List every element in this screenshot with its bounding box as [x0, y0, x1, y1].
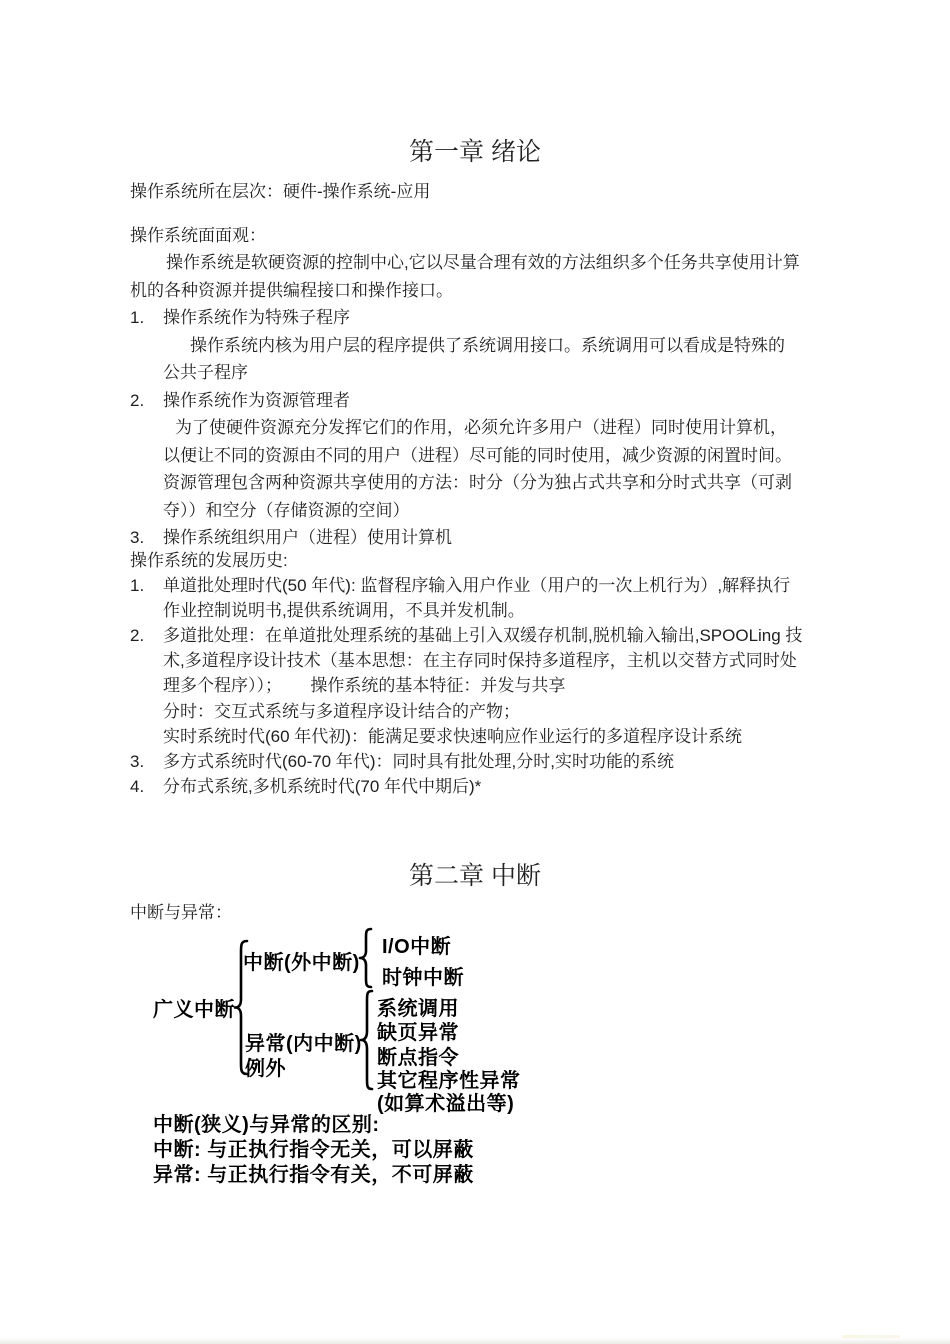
history-section — [130, 548, 850, 799]
page-bottom-edge — [0, 1338, 950, 1344]
list-item-continuation: 资源管理包含两种资源共享使用的方法：时分（分为独占式共享和分时式共享（可剥 — [163, 473, 792, 493]
history-heading: 操作系统的发展历史: — [130, 551, 288, 570]
list-item-continuation: 实时系统时代(60 年代初)：能满足要求快速响应作业运行的多道程序设计系统 — [163, 726, 742, 746]
interrupt-classification-diagram — [0, 925, 950, 1195]
list-item-continuation: 理多个程序））； 操作系统的基本特征：并发与共享 — [163, 676, 566, 696]
diagram-item-system-call: 系统调用 — [377, 998, 459, 1020]
diagram-internal-branch-label: 异常(内中断) — [245, 1033, 362, 1055]
list-item-text: 操作系统组织用户（进程）使用计算机 — [163, 527, 452, 547]
list-item-history-1 — [130, 573, 850, 598]
chapter1-title: 第一章 绪论 — [409, 138, 541, 166]
diagram-item-other-program-exception: 其它程序性异常 — [377, 1070, 521, 1092]
diagram-item-io-interrupt: I/O中断 — [382, 936, 452, 958]
list-number: 1. — [130, 576, 145, 596]
diagram-item-clock-interrupt: 时钟中断 — [382, 967, 464, 989]
curly-brace-external-icon — [358, 927, 374, 989]
list-item-continuation: 为了使硬件资源充分发挥它们的作用，必须允许多用户（进程）同时使用计算机， — [175, 418, 787, 438]
list-item-role-1 — [130, 304, 850, 331]
list-item-history-3 — [130, 749, 850, 774]
list-number: 3. — [130, 751, 145, 771]
list-item-role-2 — [130, 387, 850, 414]
curly-brace-internal-icon — [359, 989, 375, 1091]
note-exception-definition: 异常: 与正执行指令有关，不可屏蔽 — [153, 1164, 474, 1186]
list-item-text: 操作系统作为特殊子程序 — [163, 308, 350, 328]
overview-heading: 操作系统面面观： — [130, 226, 266, 245]
list-item-continuation: 夺））和空分（存储资源的空间） — [163, 500, 410, 520]
list-number: 2. — [130, 626, 145, 646]
diagram-root-label: 广义中断 — [153, 999, 235, 1021]
list-item-text: 操作系统作为资源管理者 — [163, 390, 350, 410]
list-item-continuation: 作业控制说明书,提供系统调用，不具并发机制。 — [163, 601, 525, 621]
list-item-continuation: 以便让不同的资源由不同的用户（进程）尽可能的同时使用，减少资源的闲置时间。 — [163, 445, 792, 465]
list-number: 1. — [130, 308, 145, 328]
list-item-text: 单道批处理时代(50 年代): 监督程序输入用户作业（用户的一次上机行为）,解释执行 — [163, 576, 791, 596]
list-item-continuation: 公共子程序 — [163, 363, 248, 383]
os-layers-line: 操作系统所在层次：硬件-操作系统-应用 — [130, 182, 431, 201]
diagram-item-page-fault: 缺页异常 — [377, 1022, 459, 1044]
list-item-text: 分布式系统,多机系统时代(70 年代中期后)* — [163, 776, 482, 796]
list-item-continuation: 操作系统内核为用户层的程序提供了系统调用接口。系统调用可以看成是特殊的 — [190, 335, 785, 355]
overview-text-line: 操作系统是软硬资源的控制中心,它以尽量合理有效的方法组织多个任务共享使用计算 — [166, 253, 800, 273]
diagram-item-breakpoint: 断点指令 — [377, 1047, 459, 1069]
overview-section — [130, 222, 850, 551]
interrupt-intro-line: 中断与异常： — [130, 903, 232, 922]
note-difference-heading: 中断(狭义)与异常的区别: — [153, 1114, 380, 1136]
list-item-history-2 — [130, 623, 850, 648]
list-item-continuation: 分时：交互式系统与多道程序设计结合的产物； — [163, 701, 520, 721]
diagram-external-branch-label: 中断(外中断) — [243, 952, 360, 974]
list-number: 2. — [130, 390, 145, 410]
list-item-text: 多方式系统时代(60-70 年代)：同时具有批处理,分时,实时功能的系统 — [163, 751, 674, 771]
list-item-continuation: 术,多道程序设计技术（基本思想：在主存同时保持多道程序，主机以交替方式同时处 — [163, 651, 797, 671]
diagram-item-arithmetic-overflow-note: (如算术溢出等) — [377, 1093, 515, 1115]
list-number: 4. — [130, 776, 145, 796]
diagram-internal-branch-label-2: 例外 — [245, 1058, 286, 1080]
list-number: 3. — [130, 527, 145, 547]
chapter2-title: 第二章 中断 — [409, 862, 541, 890]
list-item-history-4 — [130, 774, 850, 799]
note-interrupt-definition: 中断: 与正执行指令无关，可以屏蔽 — [153, 1139, 474, 1161]
list-item-text: 多道批处理：在单道批处理系统的基础上引入双缓存机制,脱机输入输出,SPOOLing 技 — [163, 626, 803, 646]
overview-text-line: 机的各种资源并提供编程接口和操作接口。 — [130, 280, 453, 300]
